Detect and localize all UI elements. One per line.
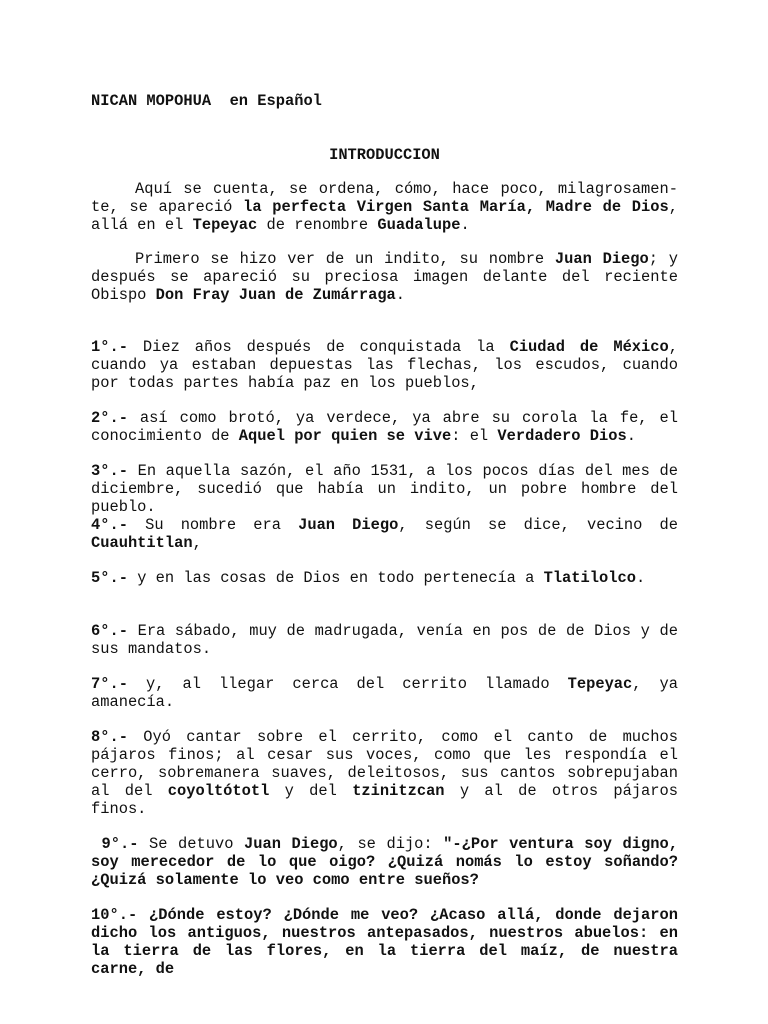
- verse-9: 9°.- Se detuvo Juan Diego, se dijo: "-¿Por ventura soy digno, soy merecedor de lo que oigo? ¿Quizá nomás lo estoy soñando? ¿Quizá solamente lo veo como entre sueños?: [91, 835, 688, 889]
- document-body: [91, 92, 688, 978]
- verse-1: 1°.- Diez años después de conquistada la Ciudad de México, cuando ya estaban depuestas las flechas, los escudos, cuando por todas partes había paz en los pueblos,: [91, 338, 678, 392]
- intro-paragraph-1: Aquí se cuenta, se ordena, cómo, hace poco, milagrosamen-te, se apareció la perfecta Virgen Santa María, Madre de Dios, allá en el Tepeyac de renombre Guadalupe.: [91, 180, 678, 234]
- verse-2: 2°.- así como brotó, ya verdece, ya abre su corola la fe, el conocimiento de Aquel por quien se vive: el Verdadero Dios.: [91, 409, 678, 445]
- verse-4: 4°.- Su nombre era Juan Diego, según se dice, vecino de Cuauhtitlan,: [91, 516, 678, 552]
- verse-6: 6°.- Era sábado, muy de madrugada, venía en pos de de Dios y de sus mandatos.: [91, 622, 678, 658]
- section-heading: INTRODUCCION: [329, 146, 440, 164]
- verse-7: 7°.- y, al llegar cerca del cerrito llamado Tepeyac, ya amanecía.: [91, 675, 679, 711]
- verse-5: 5°.- y en las cosas de Dios en todo pertenecía a Tlatilolco.: [91, 569, 646, 587]
- verse-10: 10°.- ¿Dónde estoy? ¿Dónde me veo? ¿Acaso allá, donde dejaron dicho los antiguos, nuestros antepasados, nuestros abuelos: en la tierra de las flores, en la tierra del maíz, de nuestra carne, de: [91, 906, 678, 978]
- document-title: NICAN MOPOHUA en Español: [91, 92, 322, 110]
- intro-paragraph-2: Primero se hizo ver de un indito, su nombre Juan Diego; y después se apareció su preciosa imagen delante del reciente Obispo Don Fray Juan de Zumárraga.: [91, 250, 678, 304]
- verse-8: 8°.- Oyó cantar sobre el cerrito, como el canto de muchos pájaros finos; al cesar sus voces, como que les respondía el cerro, sobremanera suaves, deleitosos, sus cantos sobrepujaban al del coyoltótotl y del tzinitzcan y al de otros pájaros finos.: [91, 728, 678, 818]
- verse-3: 3°.- En aquella sazón, el año 1531, a los pocos días del mes de diciembre, sucedió que había un indito, un pobre hombre del pueblo.: [91, 462, 678, 516]
